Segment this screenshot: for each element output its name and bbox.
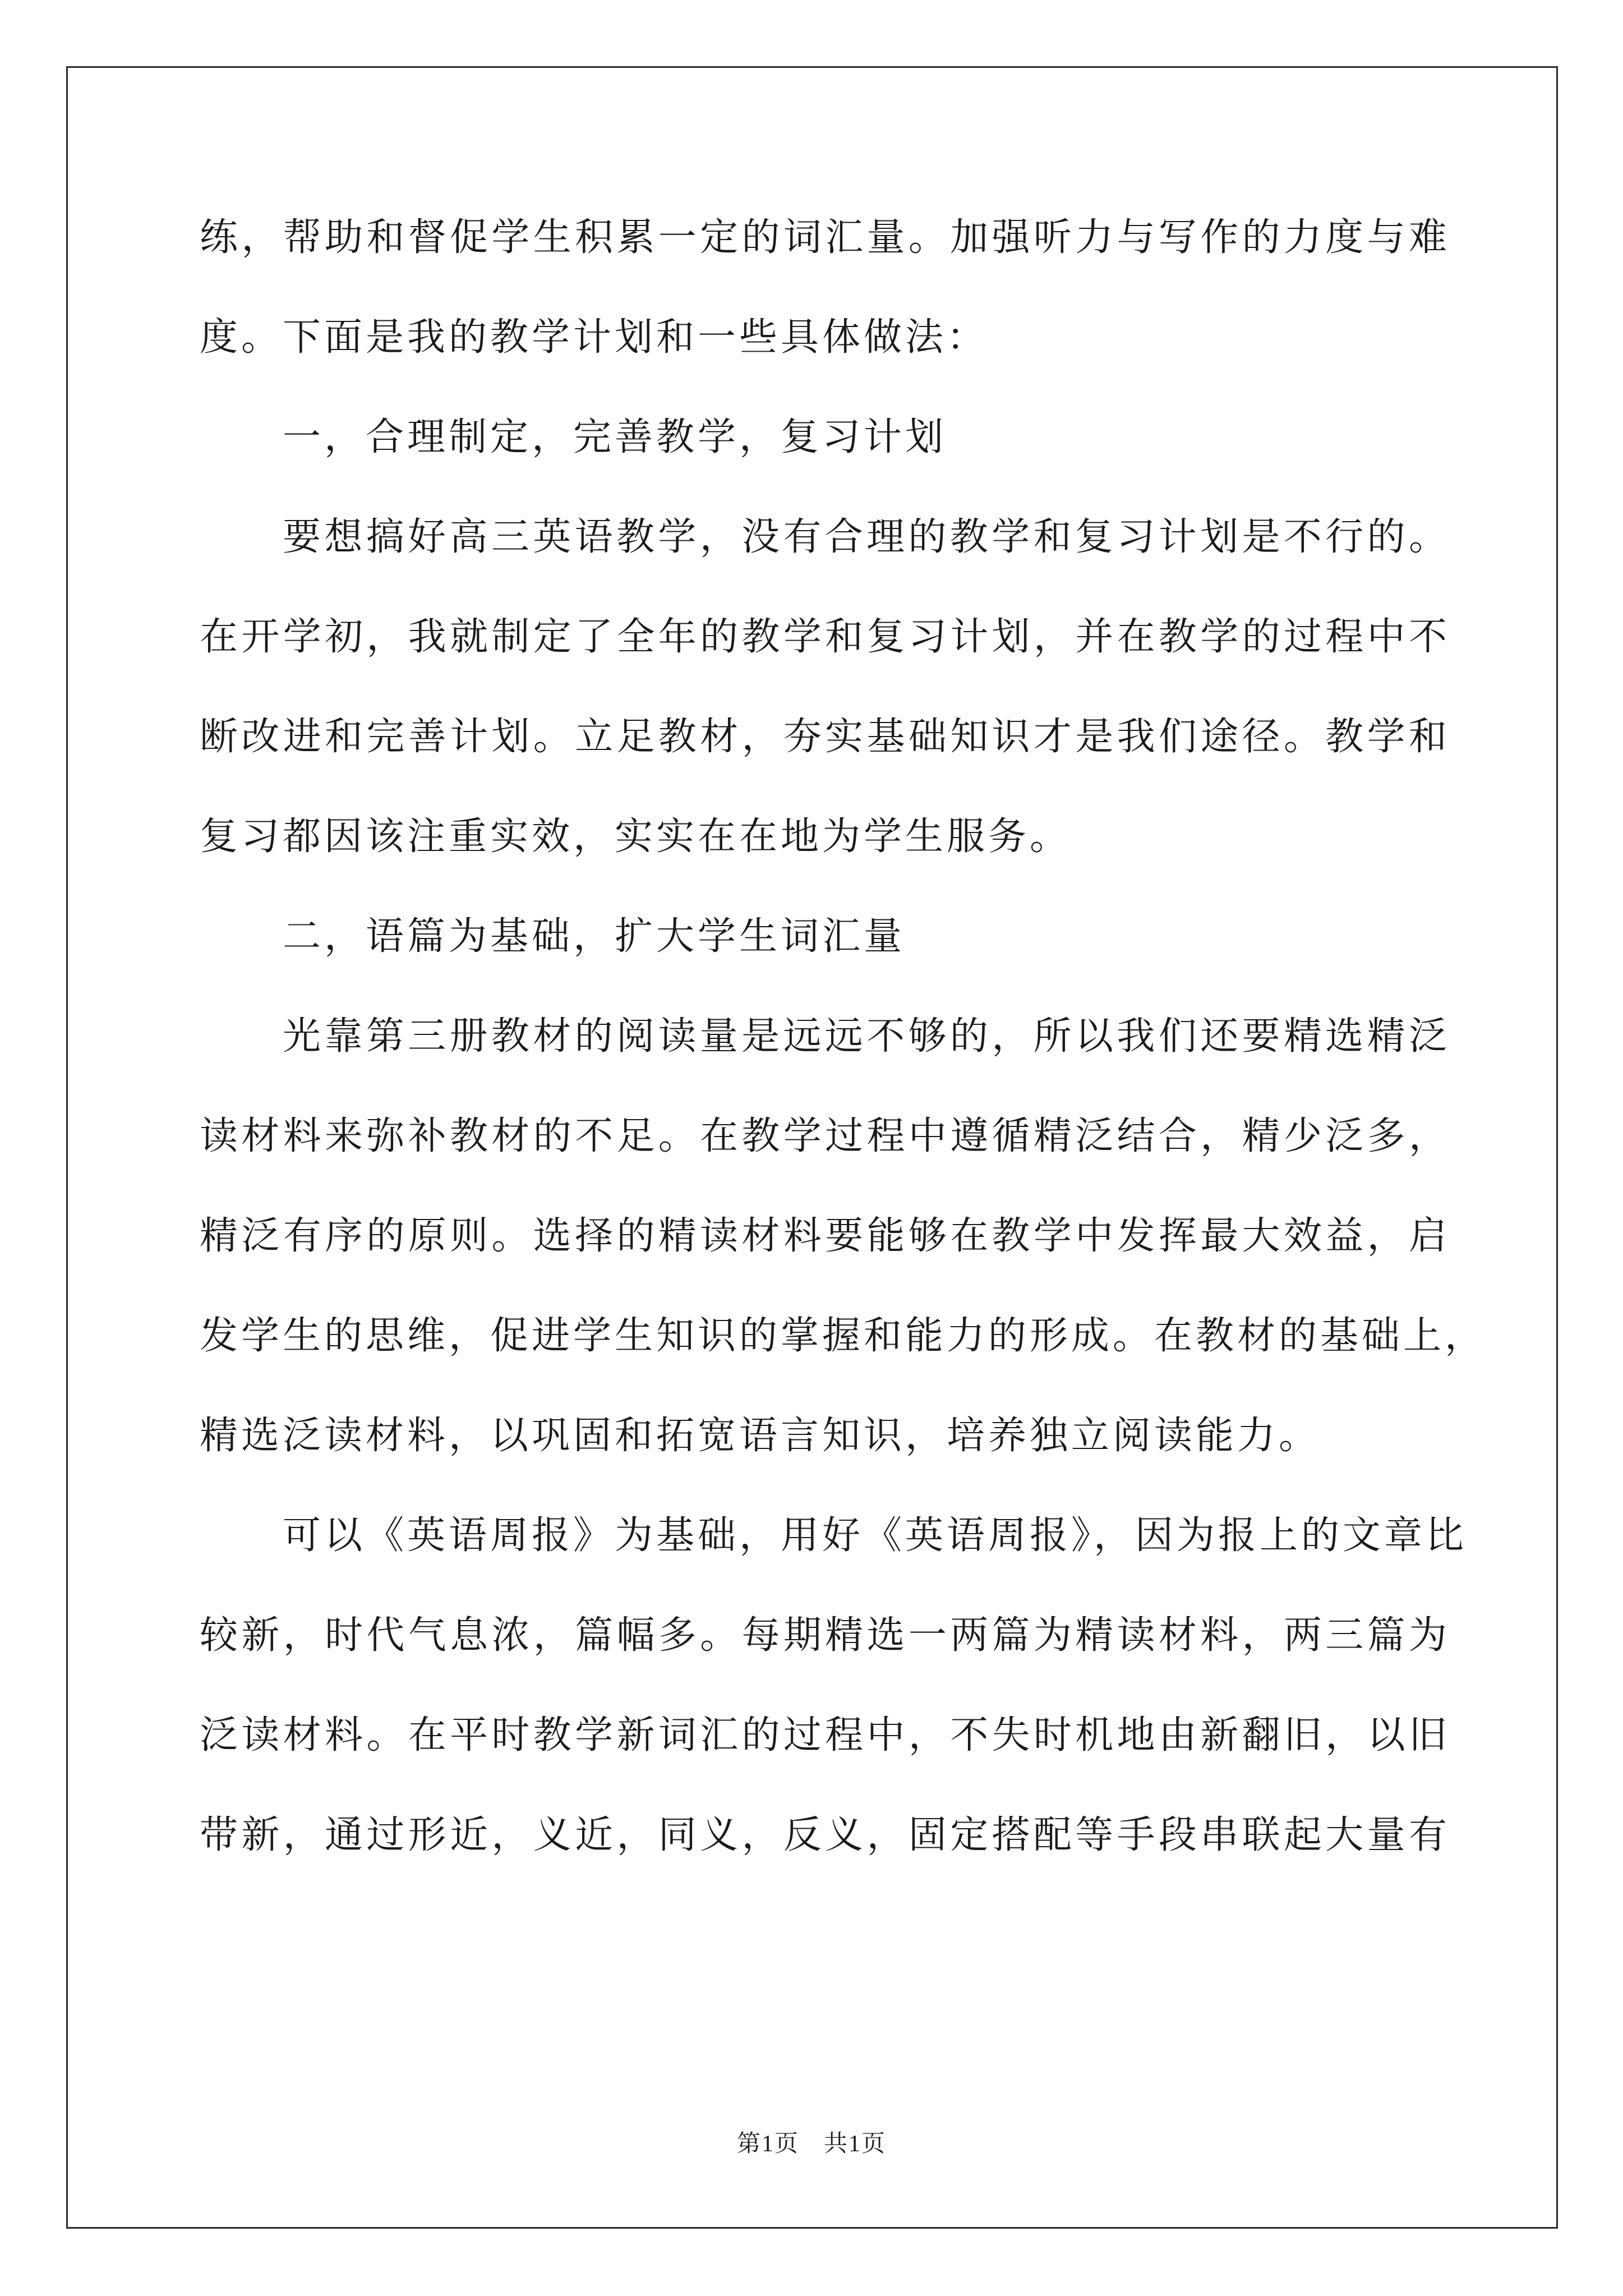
document-body [200, 213, 1487, 1911]
text-line: 度。下面是我的教学计划和一些具体做法： [200, 315, 989, 360]
text-line: 断改进和完善计划。立足教材，夯实基础知识才是我们途径。教学和 [200, 715, 1450, 759]
text-line: 发学生的思维，促进学生知识的掌握和能力的形成。在教材的基础上， [200, 1314, 1487, 1358]
section-heading: 二，语篇为基础，扩大学生词汇量 [283, 914, 906, 959]
text-line: 练，帮助和督促学生积累一定的词汇量。加强听力与写作的力度与难 [200, 215, 1450, 260]
text-line: 光靠第三册教材的阅读量是远远不够的，所以我们还要精选精泛 [283, 1014, 1450, 1059]
text-line: 精泛有序的原则。选择的精读材料要能够在教学中发挥最大效益，启 [200, 1214, 1450, 1258]
section-heading: 一，合理制定，完善教学，复习计划 [283, 415, 947, 459]
text-line: 可以《英语周报》为基础，用好《英语周报》，因为报上的文章比 [283, 1513, 1468, 1558]
text-line: 要想搞好高三英语教学，没有合理的教学和复习计划是不行的。 [283, 515, 1450, 559]
text-line: 在开学初，我就制定了全年的教学和复习计划，并在教学的过程中不 [200, 615, 1450, 659]
text-line: 精选泛读材料，以巩固和拓宽语言知识，培养独立阅读能力。 [200, 1414, 1321, 1458]
page-number: 第1页 共1页 [736, 2131, 886, 2157]
text-line: 读材料来弥补教材的不足。在教学过程中遵循精泛结合，精少泛多， [200, 1114, 1450, 1158]
text-line: 复习都因该注重实效，实实在在地为学生服务。 [200, 815, 1072, 859]
text-line: 带新，通过形近，义近，同义，反义，固定搭配等手段串联起大量有 [200, 1813, 1450, 1857]
text-line: 泛读材料。在平时教学新词汇的过程中，不失时机地由新翻旧，以旧 [200, 1713, 1450, 1757]
text-line: 较新，时代气息浓，篇幅多。每期精选一两篇为精读材料，两三篇为 [200, 1613, 1450, 1658]
